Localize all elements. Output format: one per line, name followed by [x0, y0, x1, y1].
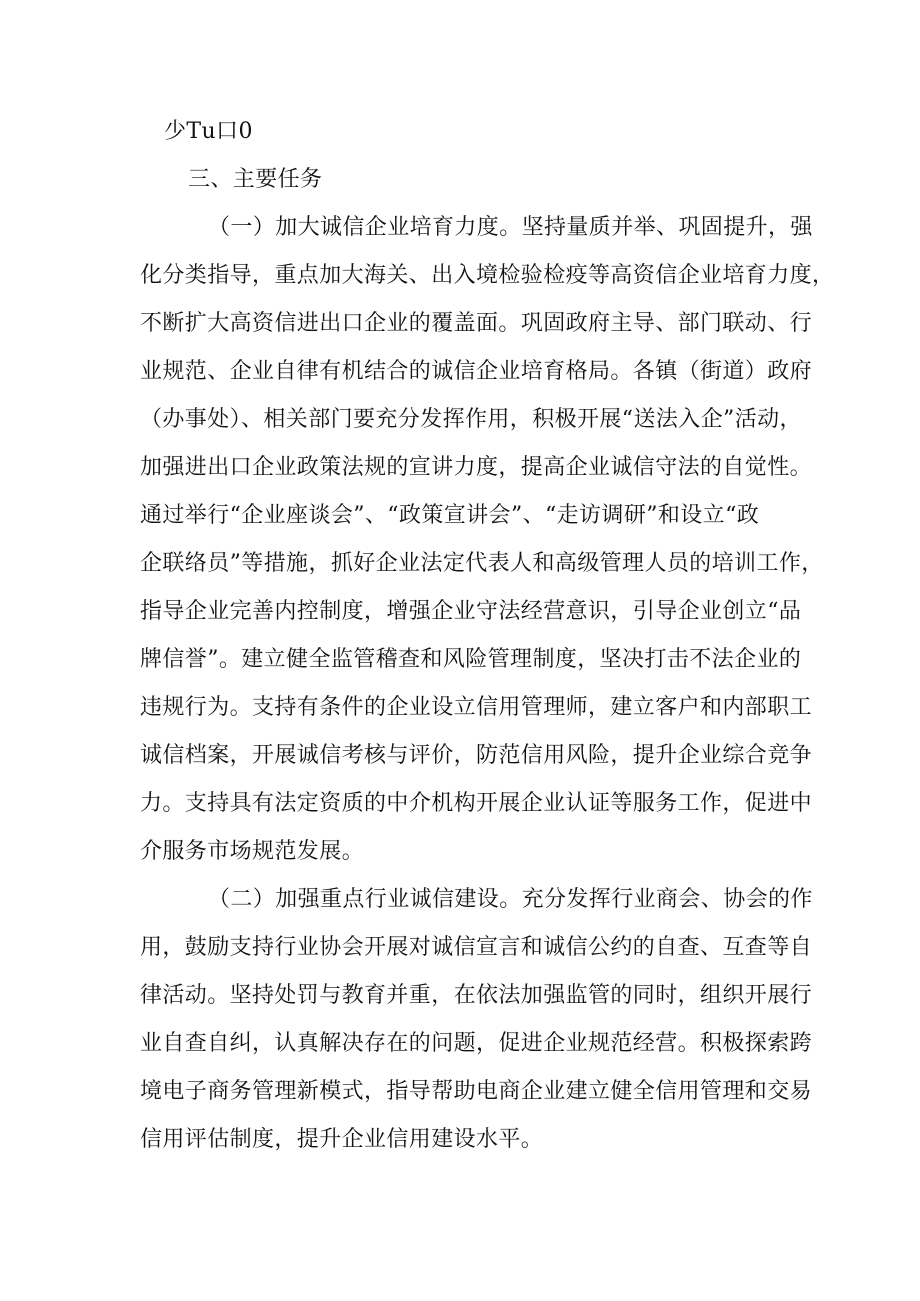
paragraph-1-line-6: 加强进出口企业政策法规的宣讲力度，提高企业诚信守法的自觉性。: [140, 455, 813, 480]
paragraph-2-line-3: 律活动。坚持处罚与教育并重，在依法加强监管的同时，组织开展行: [140, 983, 813, 1008]
paragraph-1-line-8: 企联络员”等措施，抓好企业法定代表人和高级管理人员的培训工作，: [140, 551, 824, 576]
paragraph-2-line-2: 用，鼓励支持行业协会开展对诚信宣言和诚信公约的自查、互查等自: [140, 935, 813, 960]
paragraph-1-line-1: （一）加大诚信企业培育力度。坚持量质并举、巩固提升，强: [208, 215, 813, 240]
text-line-fragment: 少Tu口0: [164, 119, 253, 144]
paragraph-2-line-5: 境电子商务管理新模式，指导帮助电商企业建立健全信用管理和交易: [140, 1079, 813, 1104]
paragraph-1-line-9: 指导企业完善内控制度，增强企业守法经营意识，引导企业创立“品: [140, 599, 802, 624]
paragraph-1-line-12: 诚信档案，开展诚信考核与评价，防范信用风险，提升企业综合竞争: [140, 743, 813, 768]
paragraph-1-line-7: 通过举行“企业座谈会”、“政策宣讲会”、“走访调研”和设立“政: [140, 503, 760, 528]
paragraph-1-line-3: 不断扩大高资信进出口企业的覆盖面。巩固政府主导、部门联动、行: [140, 311, 813, 336]
paragraph-1-line-13: 力。支持具有法定资质的中介机构开展企业认证等服务工作，促进中: [140, 791, 813, 816]
paragraph-1-line-4: 业规范、企业自律有机结合的诚信企业培育格局。各镇（街道）政府: [140, 359, 813, 384]
paragraph-2-line-4: 业自查自纠，认真解决存在的问题，促进企业规范经营。积极探索跨: [140, 1031, 813, 1056]
paragraph-1-line-5: （办事处）、相关部门要充分发挥作用，积极开展“送法入企”活动，: [140, 407, 802, 432]
paragraph-1-line-10: 牌信誉”。建立健全监管稽查和风险管理制度，坚决打击不法企业的: [140, 647, 802, 672]
paragraph-1-line-11: 违规行为。支持有条件的企业设立信用管理师，建立客户和内部职工: [140, 695, 813, 720]
paragraph-1-line-14: 介服务市场规范发展。: [140, 839, 365, 864]
paragraph-2-line-1: （二）加强重点行业诚信建设。充分发挥行业商会、协会的作: [208, 887, 813, 912]
paragraph-1-line-2: 化分类指导，重点加大海关、出入境检验检疫等高资信企业培育力度，: [140, 263, 835, 288]
section-heading: 三、主要任务: [188, 167, 323, 192]
paragraph-2-line-6: 信用评估制度，提升企业信用建设水平。: [140, 1127, 544, 1152]
